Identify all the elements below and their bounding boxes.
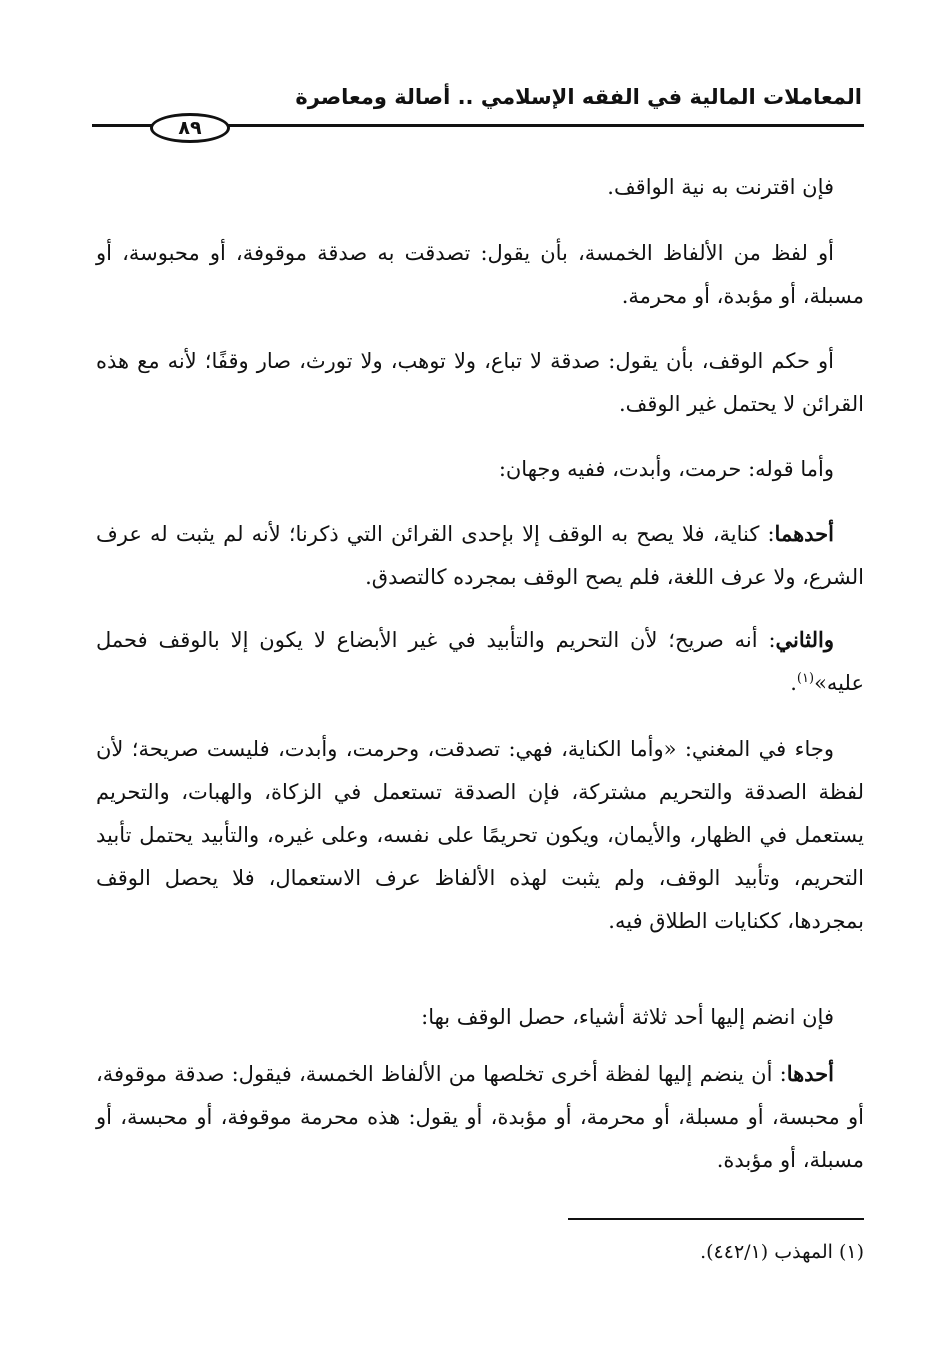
paragraph-8 <box>96 996 864 1039</box>
paragraph-text: فإن انضم إليها أحد ثلاثة أشياء، حصل الوقف بها: <box>421 1005 834 1029</box>
paragraph-text: : أن ينضم إليها لفظة أخرى تخلصها من الألفاظ الخمسة، فيقول: صدقة موقوفة، أو محبسة، أو مسبلة، أو محرمة، أو مؤبدة، أو يقول: هذه محرمة موقوفة، أو محبسة، أو مسبلة، أو مؤبدة. <box>96 1062 864 1172</box>
paragraph-5 <box>96 512 864 599</box>
paragraph-text: : كناية، فلا يصح به الوقف إلا بإحدى القرائن التي ذكرنا؛ لأنه لم يثبت له عرف الشرع، ولا عرف اللغة، فلم يصح الوقف بمجرده كالتصدق. <box>96 522 864 589</box>
paragraph-text: وجاء في المغني: «وأما الكناية، فهي: تصدقت، وحرمت، وأبدت، فليست صريحة؛ لأن لفظة الصدقة والتحريم مشتركة، فإن الصدقة تستعمل في الزكاة، والهبات، والتحريم يستعمل في الظهار، والأيمان، ويكون تحريمًا على نفسه، وعلى غيره، والتأبيد يحتمل تأبيد التحريم، وتأبيد الوقف، ولم يثبت لهذه الألفاظ عرف الاستعمال، فلا يحصل الوقف بمجردها، ككنايات الطلاق فيه. <box>96 737 864 933</box>
paragraph-3 <box>96 340 864 426</box>
paragraph-1 <box>96 166 864 209</box>
paragraph-9 <box>96 1052 864 1182</box>
paragraph-6 <box>96 618 864 705</box>
paragraph-text: فإن اقترنت به نية الواقف. <box>607 175 834 199</box>
footnote: (١) المهذب (٤٤٢/١). <box>700 1241 864 1263</box>
paragraph-text: أو حكم الوقف، بأن يقول: صدقة لا تباع، ولا توهب، ولا تورث، صار وقفًا؛ لأنه مع هذه القرائن لا يحتمل غير الوقف. <box>96 349 864 416</box>
paragraph-text: أو لفظ من الألفاظ الخمسة، بأن يقول: تصدقت به صدقة موقوفة، أو محبوسة، أو مسبلة، أو مؤبدة، أو محرمة. <box>96 241 864 308</box>
paragraph-4 <box>96 448 864 491</box>
paragraph-lead: أحدهما <box>774 521 834 546</box>
footnote-ref: (١) <box>796 671 815 686</box>
paragraph-lead: والثاني <box>775 627 834 652</box>
running-header-title: المعاملات المالية في الفقه الإسلامي .. أصالة ومعاصرة <box>295 85 862 109</box>
paragraph-text: وأما قوله: حرمت، وأبدت، ففيه وجهان: <box>498 457 834 481</box>
paragraph-2 <box>96 232 864 318</box>
paragraph-text: : أنه صريح؛ لأن التحريم والتأبيد في غير الأبضاع لا يكون إلا بالوقف فحمل عليه» <box>96 628 864 695</box>
footnote-rule <box>568 1218 864 1220</box>
paragraph-7 <box>96 728 864 943</box>
paragraph-lead: أحدها <box>786 1061 834 1086</box>
page-number: ٨٩ <box>150 113 230 143</box>
paragraph-tail: . <box>790 671 797 695</box>
